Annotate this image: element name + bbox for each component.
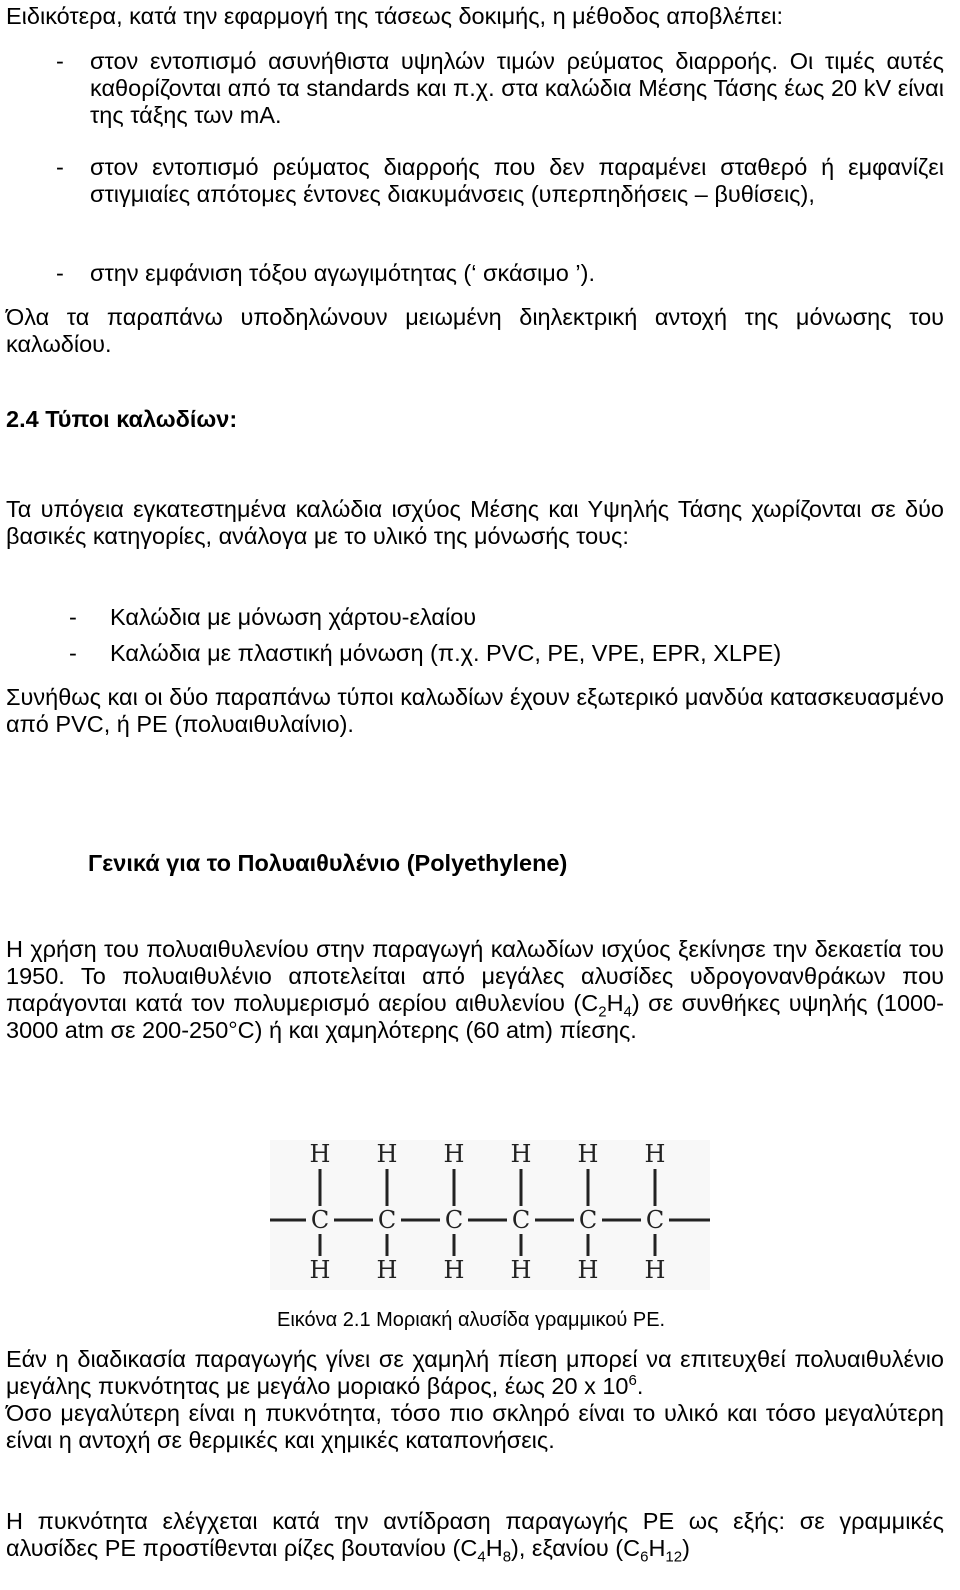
hydrogen-atom-top: H — [510, 1140, 532, 1168]
list-dash: - — [56, 48, 64, 74]
list-item-text: στην εμφάνιση τόξου αγωγιμότητας (‘ σκάσιμο ’). — [90, 260, 595, 286]
carbon-atom: C — [578, 1206, 598, 1234]
figure-caption: Εικόνα 2.1 Μοριακή αλυσίδα γραμμικού PE. — [277, 1309, 666, 1331]
list-item-text: στον εντοπισμό ρεύματος διαρροής που δεν παραμένει σταθερό ή εμφανίζει στιγμιαίες απότομες έντονες διακυμάνσεις (υπερπηδήσεις – βυθίσεις), — [90, 154, 944, 207]
hydrogen-atom-bottom: H — [577, 1256, 599, 1284]
sheath-paragraph: Συνήθως και οι δύο παραπάνω τύποι καλωδίων έχουν εξωτερικό μανδύα κατασκευασμένο από PVC, ή PE (πολυαιθυλαίνιο). — [6, 684, 944, 737]
hydrogen-atom-bottom: H — [309, 1256, 331, 1284]
list-dash: - — [56, 154, 64, 180]
hydrogen-atom-top: H — [577, 1140, 599, 1168]
density-paragraph: Εάν η διαδικασία παραγωγής γίνει σε χαμηλή πίεση μπορεί να επιτευχθεί πολυαιθυλένιο μεγάλης πυκνότητας με μεγάλο μοριακό βάρος, έως 20 x $10^6$. — [6, 1346, 944, 1399]
hydrogen-atom-bottom: H — [644, 1256, 666, 1284]
carbon-atom: C — [511, 1206, 531, 1234]
list-item-text: Καλώδια με μόνωση χάρτου-ελαίου — [110, 604, 477, 630]
list-dash: - — [56, 260, 64, 286]
list-dash: - — [69, 604, 77, 630]
list-item-text: Καλώδια με πλαστική μόνωση (π.χ. PVC, PE, VPE, EPR, XLPE) — [110, 640, 782, 666]
molecule-diagram — [270, 1140, 710, 1290]
hydrogen-atom-top: H — [309, 1140, 331, 1168]
hydrogen-atom-bottom: H — [376, 1256, 398, 1284]
hydrogen-atom-bottom: H — [443, 1256, 465, 1284]
carbon-atom: C — [310, 1206, 330, 1234]
section-heading: 2.4 Τύποι καλωδίων: — [6, 406, 238, 432]
density-control-paragraph: Η πυκνότητα ελέγχεται κατά την αντίδραση παραγωγής PE ως εξής: σε γραμμικές αλυσίδες PE προστίθενται ρίζες βουτανίου $(C_4H_8)$, εξανίου $(C_6H_{12})$ — [6, 1508, 944, 1566]
carbon-atom: C — [377, 1206, 397, 1234]
hydrogen-atom-top: H — [644, 1140, 666, 1168]
pe-molecular-chain-figure — [270, 1140, 710, 1290]
hardness-paragraph: Όσο μεγαλύτερη είναι η πυκνότητα, τόσο πιο σκληρό είναι το υλικό και τόσο μεγαλύτερη είναι η αντοχή σε θερμικές και χημικές καταπονήσεις. — [6, 1400, 944, 1453]
hydrogen-atom-top: H — [376, 1140, 398, 1168]
carbon-atom: C — [645, 1206, 665, 1234]
carbon-atom: C — [444, 1206, 464, 1234]
list-item-text: στον εντοπισμό ασυνήθιστα υψηλών τιμών ρεύματος διαρροής. Οι τιμές αυτές καθορίζονται από τα standards και π.χ. στα καλώδια Μέσης Τάσης έως 20 kV είναι της τάξης των mA. — [90, 48, 944, 128]
polyethylene-paragraph: Η χρήση του πολυαιθυλενίου στην παραγωγή καλωδίων ισχύος ξεκίνησε την δεκαετία του 1950. Το πολυαιθυλένιο αποτελείται από μεγάλες αλυσίδες υδρογονανθράκων που παράγονται κατά τον πολυμερισμό αερίου αιθυλενίου $(C_2H_4)$ σε συνθήκες υψηλής (1000-3000 atm σε 200-250°C) ή και χαμηλότερης (60 atm) πίεσης. — [6, 936, 944, 1043]
hydrogen-atom-bottom: H — [510, 1256, 532, 1284]
polyethylene-heading: Γενικά για το Πολυαιθυλένιο (Polyethylene) — [88, 850, 568, 876]
hydrogen-atom-top: H — [443, 1140, 465, 1168]
cable-types-paragraph: Τα υπόγεια εγκατεστημένα καλώδια ισχύος Μέσης και Υψηλής Τάσης χωρίζονται σε δύο βασικές κατηγορίες, ανάλογα με το υλικό της μόνωσής τους: — [6, 496, 944, 549]
list-dash: - — [69, 640, 77, 666]
summary-text: Όλα τα παραπάνω υποδηλώνουν μειωμένη διηλεκτρική αντοχή της μόνωσης του καλωδίου. — [6, 304, 944, 357]
intro-text: Ειδικότερα, κατά την εφαρμογή της τάσεως δοκιμής, η μέθοδος αποβλέπει: — [6, 3, 784, 29]
